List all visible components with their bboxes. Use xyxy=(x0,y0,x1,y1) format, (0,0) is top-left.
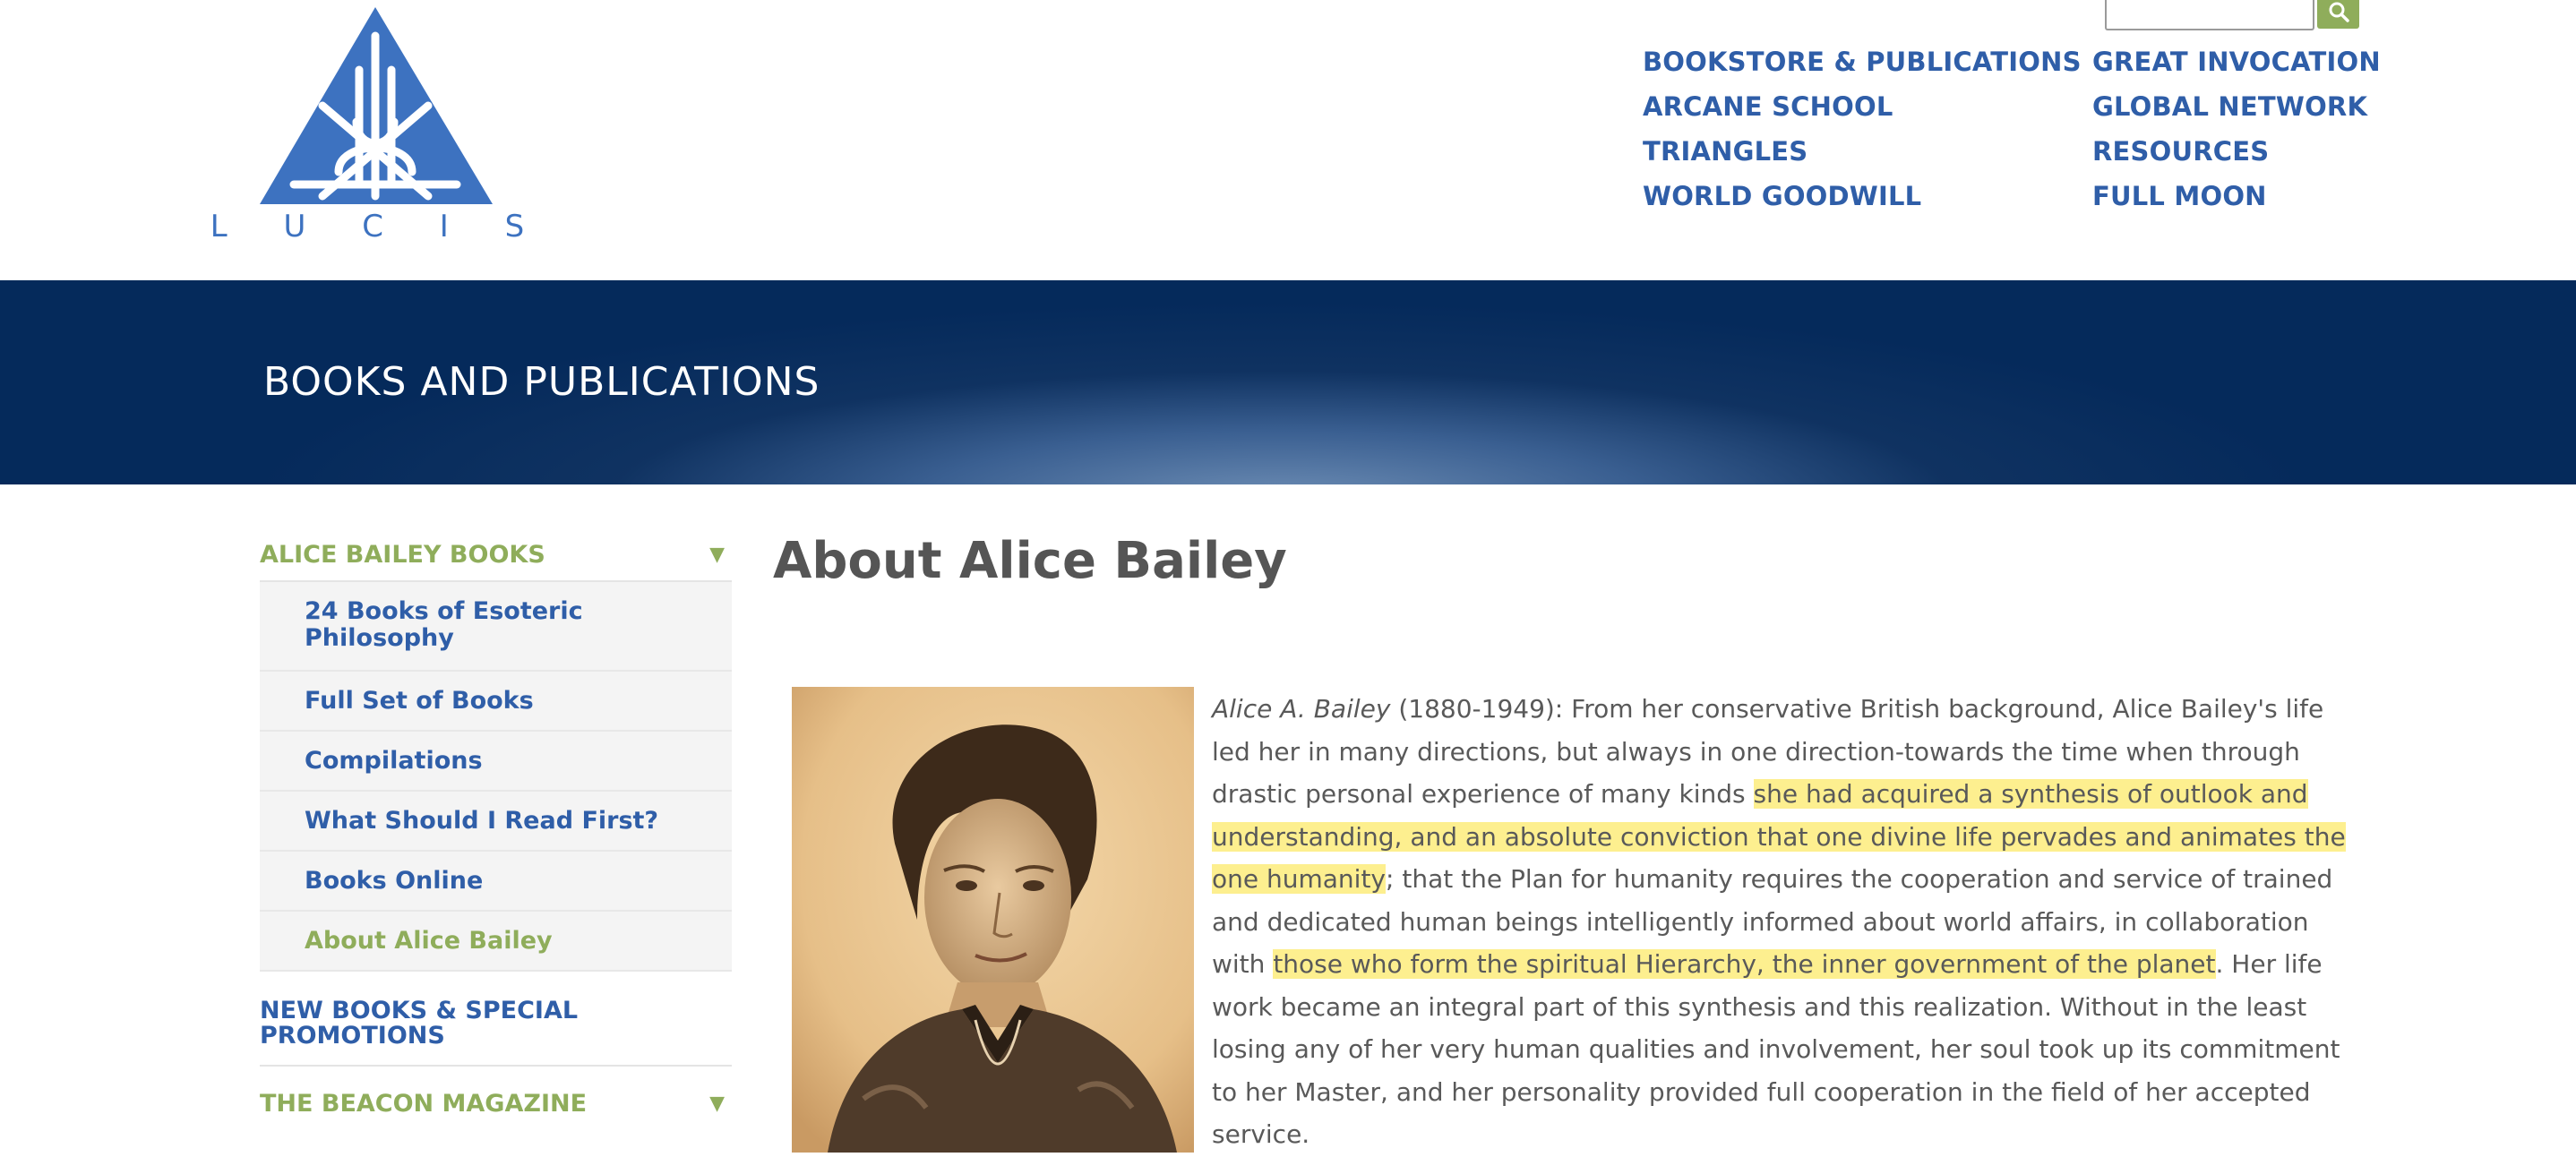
bio-highlight-1: she had acquired a synthesis of outlook and understanding, and an absolute conviction that one divine life pervades and animates the one humanity xyxy=(1212,779,2346,894)
nav-world-goodwill[interactable]: WORLD GOODWILL xyxy=(1643,181,1922,211)
sidebar-item-compilations[interactable]: Compilations xyxy=(260,732,732,792)
sidebar-menu xyxy=(260,528,732,1129)
banner-title: BOOKS AND PUBLICATIONS xyxy=(263,359,820,405)
sidebar-item-about-alice-bailey[interactable]: About Alice Bailey xyxy=(260,912,732,972)
chevron-down-icon[interactable]: ▼ xyxy=(709,1092,725,1115)
sidebar-section-label: THE BEACON MAGAZINE xyxy=(260,1089,588,1118)
page-banner xyxy=(0,280,2576,484)
sidebar-item-what-to-read-first[interactable]: What Should I Read First? xyxy=(260,792,732,852)
sidebar-submenu xyxy=(260,582,732,972)
bio-text-1: (1880-1949): From her conservative British background, Alice Bailey's life led her in many directions, but always in one direction-towards the time when through drastic personal experience of many kinds xyxy=(1212,694,2324,809)
chevron-down-icon[interactable]: ▼ xyxy=(709,543,725,566)
nav-great-invocation[interactable]: GREAT INVOCATION xyxy=(2092,47,2381,77)
sidebar-section-beacon-magazine[interactable] xyxy=(260,1067,732,1129)
sidebar-item-books-online[interactable]: Books Online xyxy=(260,852,732,912)
portrait-photo xyxy=(792,687,1194,1153)
nav-triangles[interactable]: TRIANGLES xyxy=(1643,136,1808,167)
sidebar-item-24-books[interactable]: 24 Books of Esoteric Philosophy xyxy=(260,582,732,672)
page-title: About Alice Bailey xyxy=(773,532,1287,590)
bio-text-3: . Her life work became an integral part of this synthesis and this realization. Without in the least losing any of her very human qualities and involvement, her soul took up its commitment to her Master, and her personality provided full cooperation in the field of her accepted service. xyxy=(1212,949,2340,1149)
sidebar-item-new-books[interactable]: NEW BOOKS & SPECIAL PROMOTIONS xyxy=(260,972,732,1067)
alice-bailey-portrait xyxy=(792,687,1194,1153)
bio-name: Alice A. Bailey xyxy=(1212,694,1391,724)
bio-highlight-2: those who form the spiritual Hierarchy, the inner government of the planet xyxy=(1273,949,2216,979)
bio-text-2: ; that the Plan for humanity requires the cooperation and service of trained and dedicated human beings intelligently informed about world affairs, in collaboration with xyxy=(1212,864,2333,979)
sidebar-item-full-set[interactable]: Full Set of Books xyxy=(260,672,732,732)
main-nav-right xyxy=(2092,39,2381,219)
sidebar-section-label: ALICE BAILEY BOOKS xyxy=(260,540,545,569)
logo-text: L U C I S xyxy=(210,209,548,244)
search-input[interactable] xyxy=(2105,0,2314,30)
nav-resources[interactable]: RESOURCES xyxy=(2092,136,2270,167)
search-button[interactable] xyxy=(2317,0,2359,29)
lucis-triangle-logo-icon xyxy=(210,5,548,244)
biography-text xyxy=(1212,688,2367,1156)
nav-full-moon[interactable]: FULL MOON xyxy=(2092,181,2267,211)
main-nav-left xyxy=(1643,39,2082,219)
site-logo[interactable] xyxy=(210,5,548,244)
nav-global-network[interactable]: GLOBAL NETWORK xyxy=(2092,91,2368,122)
sidebar-section-alice-bailey-books[interactable] xyxy=(260,528,732,582)
search-icon xyxy=(2327,1,2350,24)
nav-arcane-school[interactable]: ARCANE SCHOOL xyxy=(1643,91,1893,122)
nav-bookstore-publications[interactable]: BOOKSTORE & PUBLICATIONS xyxy=(1643,47,2082,77)
